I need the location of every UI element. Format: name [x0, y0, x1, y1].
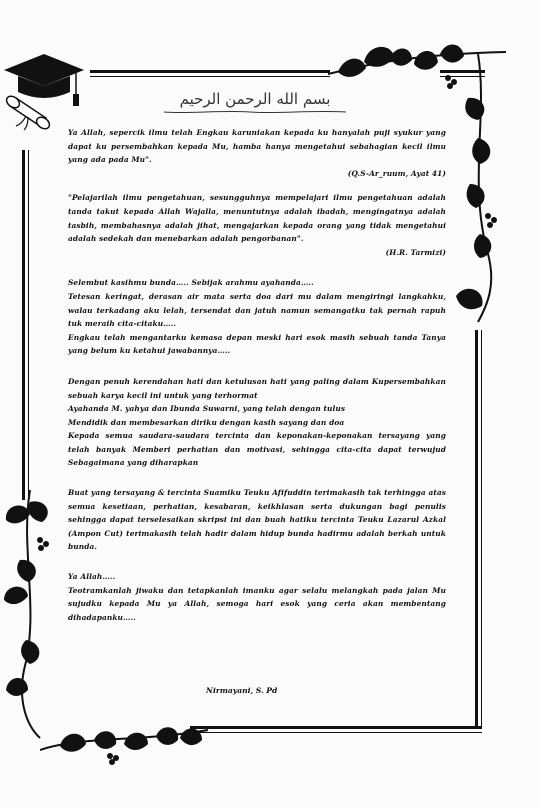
quote-text: Ya Allah, sepercik ilmu telah Engkau karuniakan kepada ku hanyalah puji syukur yang dapat ku persembahkan kepada Mu, hamba hanya mengetahui sebahagian kecil ilmu yang ada pada Mu". [68, 128, 446, 165]
frame-line [475, 330, 478, 728]
diploma-scroll-icon [4, 94, 51, 131]
quote-source: (Q.S-Ar_ruum, Ayat 41) [347, 168, 446, 178]
author-signature: Nirmayani, S. Pd [206, 686, 278, 695]
paragraph: Mendidik dan membesarkan diriku dengan kasih sayang dan doa [68, 417, 345, 427]
grape-vine-icon [0, 490, 70, 740]
paragraph: Engkau telah mengantarku kemasa depan meski hari esok masih sebuah tanda Tanya yang belum ku ketahui jawabannya….. [68, 332, 446, 356]
frame-line [190, 726, 482, 729]
paragraph: Buat yang tersayang & tercinta Suamiku Teuku Afifuddin terimakasih tak terhingga atas semua kesetiaan, perhatian, kesabaran, keikhlasan serta dukungan bagi penulis sehingga dapat terselesaikan skripsi ini dan buah hatiku tercinta Teuku Lazarul Azkal (Ampon Cut) terimakasih telah hadir dalam hidup bunda hadirmu adalah berkah untuk bunda. [68, 488, 446, 552]
grape-vine-icon [40, 706, 210, 766]
paragraph: Ya Allah….. [68, 572, 116, 582]
frame-line [481, 330, 482, 728]
paragraph: Teotramkanlah jiwaku dan tetapkanlah imanku agar selalu melangkah pada jalan Mu sujudku kepada Mu ya Allah, semoga hari esok yang ceria akan membentang dihadapanku….. [68, 585, 446, 622]
bismillah-calligraphy [160, 88, 350, 118]
frame-line [28, 150, 29, 500]
paragraph: Tetesan keringat, derasan air mata serta doa dari mu dalam mengiringi langkahku, walau terkadang aku lelah, tersendat dan jatuh namun semangatku tak pernah rapuh tuk meraih cita-citaku….. [68, 291, 446, 329]
paragraph: Selembut kasihmu bunda….. Sebijak arahmu ayahanda….. [68, 278, 314, 288]
frame-line [190, 732, 482, 733]
quote-text: "Pelajarilah ilmu pengetahuan, sesungguhnya mempelajari ilmu pengetahuan adalah tanda takut kepada Allah Wajalla, menuntutnya adalah ibadah, mengingatnya adalah tasbih, membahasnya adalah jihat, mengajarkan kepada orang yang tidak mengetahui adalah sedekah dan menebarkan adalah pengorbanan". [68, 193, 446, 244]
quote-source: (H.R. Tarmizi) [385, 247, 446, 257]
paragraph: Dengan penuh kerendahan hati dan ketulusan hati yang paling dalam Kupersembahkan sebuah karya kecil ini untuk yang terhormat [68, 376, 446, 400]
bismillah-text: بسم الله الرحمن الرحيم [179, 90, 331, 108]
frame-line [22, 150, 25, 500]
paragraph: Kepada semua saudara-saudara tercinta dan keponakan-keponakan tersayang yang telah banyak Memberi perhatian dan motivasi, sehingga cita-cita dapat terwujud Sebagaimana yang diharapkan [68, 431, 446, 468]
paragraph: Ayahanda M. yahya dan Ibunda Suwarni, yang telah dengan tulus [68, 404, 346, 414]
frame-line [90, 76, 330, 77]
dedication-text [68, 126, 446, 624]
frame-line [90, 70, 330, 73]
